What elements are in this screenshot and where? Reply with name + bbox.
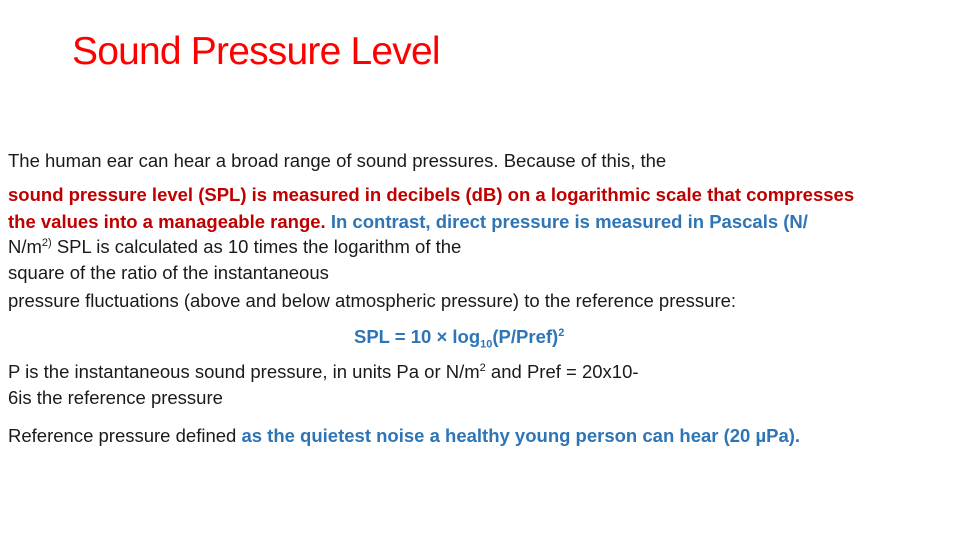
formula-mid: (P/Pref): [492, 326, 559, 347]
body-line-5: square of the ratio of the instantaneous: [8, 262, 329, 283]
body-line-9-black: Reference pressure defined: [8, 425, 242, 446]
body-line-4-post: SPL is calculated as 10 times the logarithm of the: [51, 236, 462, 257]
body-line-9-blue: as the quietest noise a healthy young person can hear (20 µPa).: [241, 425, 801, 446]
spl-formula: [354, 325, 564, 349]
body-line-1: The human ear can hear a broad range of sound pressures. Because of this, the: [8, 150, 667, 171]
body-line-7-post: and Pref = 20x10-: [485, 361, 639, 382]
body-line-7: [8, 360, 639, 384]
body-line-3: [8, 210, 808, 234]
body-line-6: pressure fluctuations (above and below atmospheric pressure) to the reference pressure:: [8, 290, 737, 311]
body-line-7-pre: P is the instantaneous sound pressure, in units Pa or N/m: [8, 361, 480, 382]
body-line-9: [8, 424, 800, 448]
formula-sub: 10: [480, 338, 493, 351]
body-line-3-red: the values into a manageable range.: [8, 211, 326, 232]
formula-pre: SPL = 10 × log: [354, 326, 481, 347]
formula-sup: 2: [558, 326, 565, 339]
body-line-4-sup: 2): [41, 236, 52, 249]
body-line-2: sound pressure level (SPL) is measured in decibels (dB) on a logarithmic scale that compresses: [8, 184, 855, 205]
body-line-8: 6is the reference pressure: [8, 387, 223, 408]
body-line-4: [8, 235, 461, 259]
body-line-7-sup: 2: [479, 361, 486, 374]
body-line-4-pre: N/m: [8, 236, 42, 257]
slide-title: Sound Pressure Level: [72, 30, 440, 73]
body-line-3-blue: In contrast, direct pressure is measured in Pascals (N/: [330, 211, 808, 232]
